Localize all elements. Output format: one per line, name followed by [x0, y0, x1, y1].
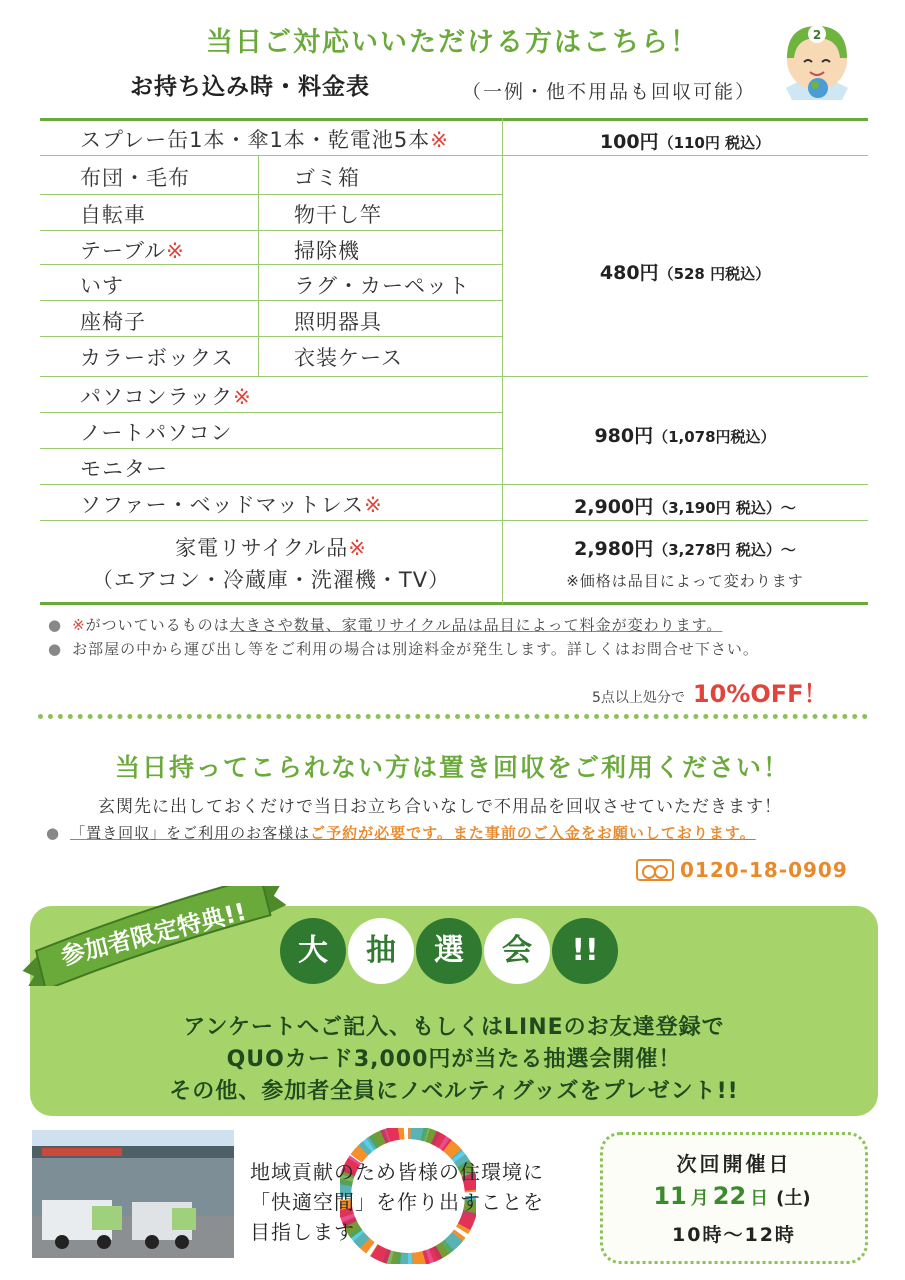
pickup-description: 玄関先に出しておくだけで当日お立ち合いなしで不用品を回収させていただきます！: [98, 797, 782, 817]
mission-line-2: 「快適空間」を作り出すことを: [250, 1190, 544, 1214]
lottery-line-3: その他、参加者全員にノベルティグッズをプレゼント!!: [169, 1079, 739, 1104]
bullet-icon: ●: [48, 616, 63, 634]
item-floor-chair: 座椅子: [80, 310, 146, 334]
price-100: 100円（110円 税込）: [599, 131, 771, 153]
mission-line-1: 地域貢献のため皆様の住環境に: [250, 1160, 544, 1184]
ribbon-banner: [14, 886, 294, 986]
item-bicycle: 自転車: [80, 203, 146, 227]
lottery-char: 抽: [348, 918, 414, 984]
item-pole: 物干し竿: [294, 203, 382, 227]
lottery-char: 会: [484, 918, 550, 984]
price-980: 980円（1,078円税込）: [594, 425, 776, 447]
bullet-icon: ●: [46, 824, 61, 842]
table-title: お持ち込み時・料金表: [130, 74, 370, 100]
note-mark: ※: [166, 239, 185, 263]
item-appliance-examples: （エアコン・冷蔵庫・洗濯機・TV）: [91, 568, 451, 592]
item-table: テーブル※: [80, 239, 185, 263]
lottery-char: !!: [552, 918, 618, 984]
discount-banner: 5点以上処分で 10%OFF！: [592, 680, 828, 708]
item-pc-rack: パソコンラック※: [80, 385, 252, 409]
lottery-line-1: アンケートへご記入、もしくはLINEのお友達登録で: [183, 1015, 725, 1040]
item-trash-box: ゴミ箱: [294, 166, 360, 190]
table-note: （一例・他不用品も回収可能）: [462, 81, 757, 103]
price-variation-note: ※価格は品目によって変わります: [566, 572, 804, 590]
pickup-note: ● 「置き回収」をご利用のお客様はご予約が必要です。また事前のご入金をお願いしております。: [46, 824, 756, 842]
item-chair: いす: [80, 274, 124, 298]
item-laptop: ノートパソコン: [80, 421, 233, 445]
next-event-time: 10時～12時: [672, 1224, 796, 1246]
ribbon-text: 参加者限定特典!!: [58, 897, 250, 971]
item-spray: スプレー缶1本・傘1本・乾電池5本※: [80, 128, 449, 152]
bullet-icon: ●: [48, 640, 63, 658]
price-2900: 2,900円（3,190円 税込）～: [574, 496, 796, 518]
lottery-char: 選: [416, 918, 482, 984]
price-table: [40, 118, 868, 606]
note-carry-out: ● お部屋の中から運び出し等をご利用の場合は別途料金が発生します。詳しくはお問合せ下さい。: [48, 640, 759, 658]
facility-photo: [32, 1130, 234, 1258]
note-mark: ※: [233, 385, 252, 409]
phone-number: 0120-18-0909: [680, 858, 848, 882]
mission-line-3: 目指します: [250, 1220, 355, 1244]
note-mark: ※: [430, 128, 449, 152]
lottery-char: 大: [280, 918, 346, 984]
item-appliance: 家電リサイクル品※: [175, 536, 367, 560]
note-mark: ※: [364, 493, 383, 517]
item-lighting: 照明器具: [294, 310, 382, 334]
item-clothes-case: 衣装ケース: [294, 346, 403, 370]
free-dial-icon: [636, 859, 674, 881]
next-event-date: 11 月 22 日 (土): [653, 1182, 811, 1210]
pickup-title: 当日持ってこられない方は置き回収をご利用ください！: [114, 753, 790, 782]
free-dial[interactable]: [636, 858, 848, 882]
lottery-line-2: QUOカード3,000円が当たる抽選会開催！: [226, 1047, 682, 1072]
dotted-divider: [38, 714, 868, 720]
item-vacuum: 掃除機: [294, 239, 360, 263]
item-futon: 布団・毛布: [80, 166, 190, 190]
next-event-title: 次回開催日: [676, 1152, 792, 1176]
note-surcharge: ● ※がついているものは大きさや数量、家電リサイクル品は品目によって料金が変わります。: [48, 616, 723, 634]
item-sofa: ソファー・ベッドマットレス※: [80, 493, 383, 517]
item-carpet: ラグ・カーペット: [294, 274, 470, 298]
section-title: 当日ご対応いいただける方はこちら！: [206, 27, 699, 58]
price-480: 480円（528 円税込）: [599, 262, 771, 284]
item-color-box: カラーボックス: [80, 346, 234, 370]
note-mark: ※: [348, 536, 367, 560]
svg-text:2: 2: [812, 28, 822, 42]
item-monitor: モニター: [80, 457, 168, 481]
price-2980: 2,980円（3,278円 税込）～: [574, 538, 796, 560]
mascot-illustration: [772, 18, 862, 108]
